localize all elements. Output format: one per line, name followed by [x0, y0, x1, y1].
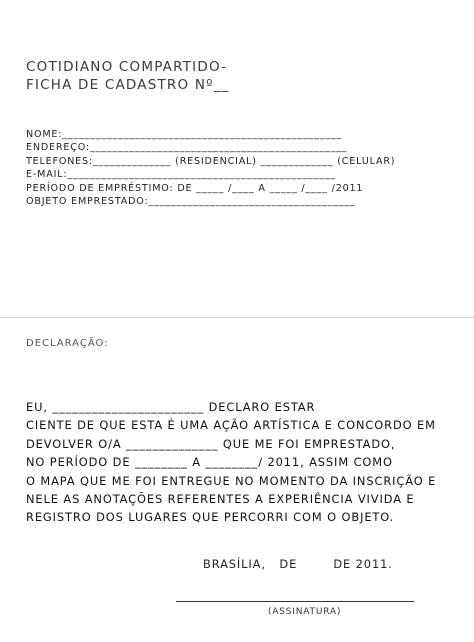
declaration-line: REGISTRO DOS LUGARES QUE PERCORRI COM O OBJETO.: [26, 510, 395, 525]
form-title: COTIDIANO COMPARTIDO-: [26, 59, 228, 75]
declaration-line: NELE AS ANOTAÇÕES REFERENTES A EXPERIÊNCIA VIVIDA E: [26, 492, 415, 507]
form-header: [26, 58, 230, 94]
email-field: E-MAIL:________________________________________________: [26, 169, 337, 181]
signature-label: (ASSINATURA): [268, 607, 342, 617]
declaration-body: [26, 398, 456, 527]
registration-fields: [26, 128, 456, 208]
phones-field: TELEFONES:______________ (RESIDENCIAL) _____________ (CELULAR): [26, 155, 396, 167]
form-subtitle: FICHA DE CADASTRO Nº__: [26, 77, 230, 93]
loaned-object-field: OBJETO EMPRESTADO:_____________________________________: [26, 195, 356, 207]
declaration-line: NO PERÍODO DE ________ A ________/ 2011, ASSIM COMO: [26, 455, 393, 470]
place-date: BRASÍLIA, DE DE 2011.: [203, 557, 393, 571]
declaration-line: EU, _______________________ DECLARO ESTAR: [26, 400, 316, 414]
declaration-line: DEVOLVER O/A ______________ QUE ME FOI EMPRESTADO,: [26, 436, 396, 451]
signature-line: [176, 601, 414, 602]
declaration-line: O MAPA QUE ME FOI ENTREGUE NO MOMENTO DA INSCRIÇÃO E: [26, 473, 437, 488]
address-field: ENDEREÇO:______________________________________________: [26, 142, 348, 154]
name-field: NOME:__________________________________________________: [26, 129, 343, 140]
declaration-line: CIENTE DE QUE ESTA É UMA AÇÃO ARTÍSTICA E CONCORDO EM: [26, 418, 436, 433]
loan-period-field: PERÍODO DE EMPRÉSTIMO: DE _____ /____ A _____ /____ /2011: [26, 182, 364, 194]
section-divider: [0, 317, 474, 318]
declaration-title: DECLARAÇÃO:: [26, 338, 109, 349]
